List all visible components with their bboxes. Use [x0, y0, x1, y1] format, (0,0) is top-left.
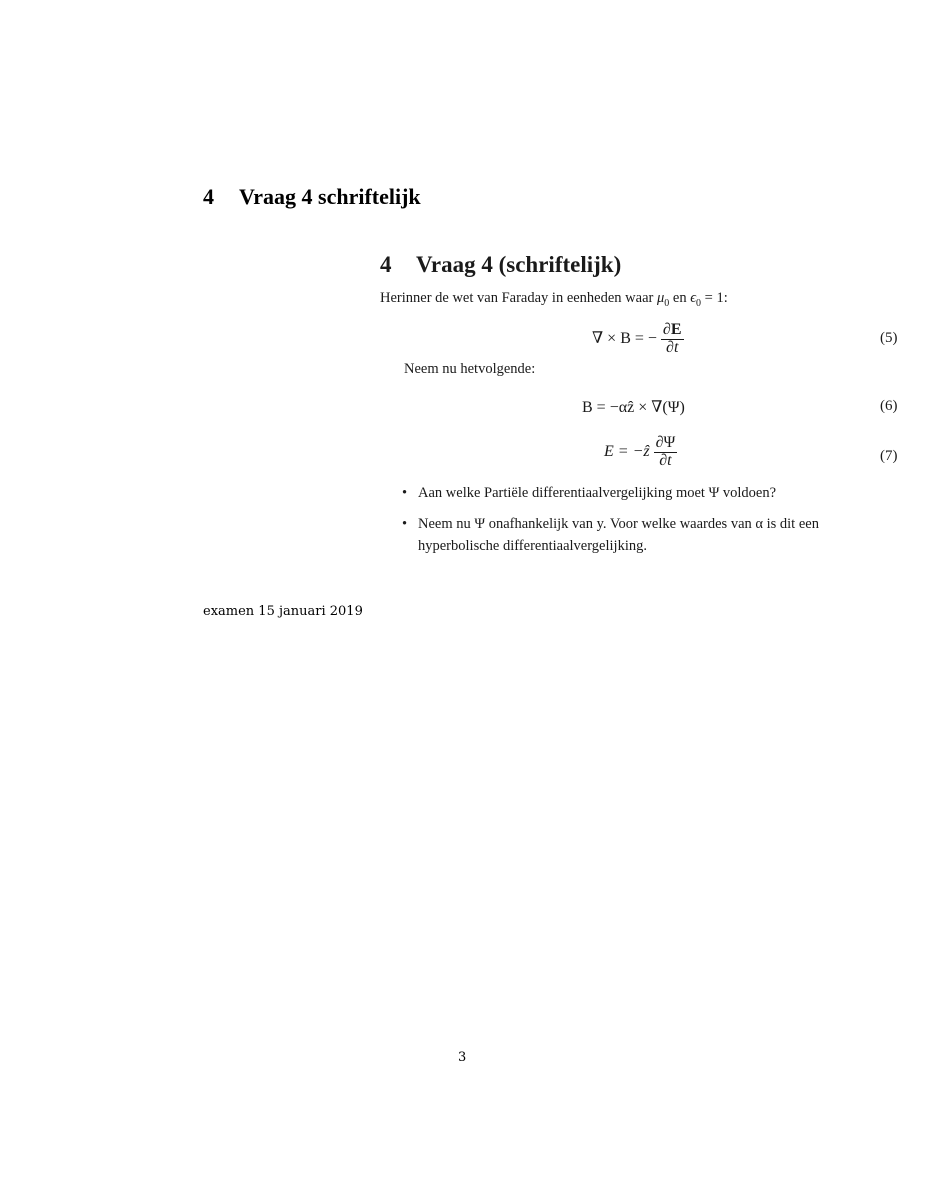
- equation-6: B = −αẑ × ∇(Ψ): [582, 399, 685, 416]
- equation-5: ∇ × B = − $\frac{\partial E}{\partial t}$: [592, 321, 682, 356]
- equation-5-fraction: $\frac{\partial E}{\partial t}$: [662, 321, 682, 356]
- equation-5-number: (5): [880, 330, 898, 346]
- bullet-icon: •: [402, 485, 408, 501]
- scan-section-title: Vraag 4 (schriftelijk): [416, 252, 622, 277]
- equation-6-number: (6): [880, 398, 898, 414]
- equation-7-fraction: $\frac{\partial\Psi}{\partial t}$: [655, 434, 676, 469]
- equation-7: E = −ẑ $\frac{\partial\Psi}{\partial t}$: [604, 434, 676, 469]
- take-following-text: Neem nu hetvolgende:: [404, 361, 536, 377]
- section-number: 4: [203, 184, 214, 209]
- bullet-icon: •: [402, 516, 408, 532]
- exam-scan-image: [374, 242, 906, 562]
- scan-heading: [380, 252, 621, 278]
- scan-section-number: 4: [380, 252, 392, 277]
- exam-date-text: examen 15 januari 2019: [203, 604, 363, 619]
- bullet-item-1: • Aan welke Partiële differentiaalvergelijking moet Ψ voldoen?: [402, 482, 902, 504]
- section-title: Vraag 4 schriftelijk: [239, 184, 421, 209]
- page-number: 3: [458, 1050, 467, 1065]
- bullet-item-2: • Neem nu Ψ onafhankelijk van y. Voor welke waardes van α is dit een hyperbolische differentiaalvergelijking.: [402, 513, 902, 557]
- section-heading: [203, 184, 421, 210]
- equation-7-number: (7): [880, 448, 898, 464]
- intro-text: Herinner de wet van Faraday in eenheden waar $\mu_0$ en $\epsilon_0 = 1$:: [380, 290, 728, 309]
